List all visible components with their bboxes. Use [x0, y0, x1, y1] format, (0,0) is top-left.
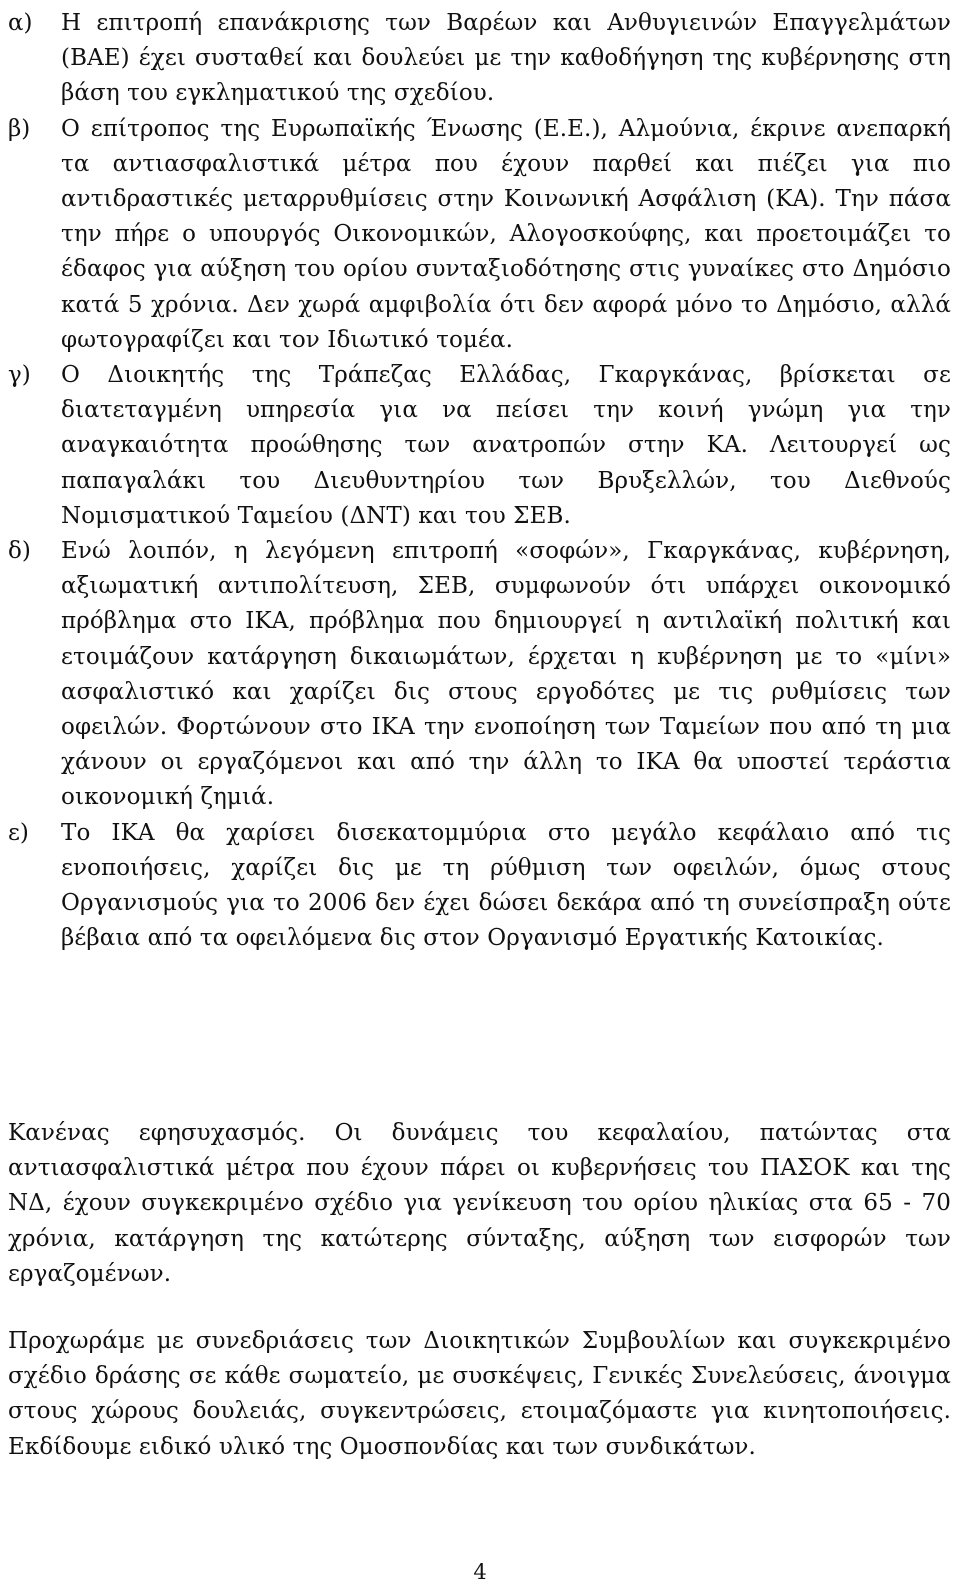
page-number: 4: [473, 1560, 487, 1584]
list-item-text: Το ΙΚΑ θα χαρίσει δισεκατομμύρια στο μεγάλο κεφάλαιο από τις ενοποιήσεις, χαρίζει δις με τη ρύθμιση των οφειλών, όμως στους Οργανισμούς για το 2006 δεν έχει δώσει δεκάρα από τη συνείσπραξη ούτε βέβαια από τα οφειλόμενα δις στον Οργανισμό Εργατικής Κατοικίας.: [61, 819, 951, 952]
list-item-text: Η επιτροπή επανάκρισης των Βαρέων και Ανθυγιεινών Επαγγελμάτων (ΒΑΕ) έχει συσταθεί και δουλεύει με την καθοδήγηση της κυβέρνησης στη βάση του εγκληματικού της σχεδίου.: [61, 10, 951, 107]
paragraph-action: Προχωράμε με συνεδριάσεις των Διοικητικών Συμβουλίων και συγκεκριμένο σχέδιο δράσης σε κάθε σωματείο, με συσκέψεις, Γενικές Συνελεύσεις, άνοιγμα στους χώρους δουλειάς, συγκεντρώσεις, ετοιμαζόμαστε για κινητοποιήσεις. Εκδίδουμε ειδικό υλικό της Ομοσπονδίας και των συνδικάτων.: [8, 1328, 951, 1460]
list-item-alpha: [8, 6, 951, 112]
list-item-text: Ο Διοικητής της Τράπεζας Ελλάδας, Γκαργκάνας, βρίσκεται σε διατεταγμένη υπηρεσία για να πείσει την κοινή γνώμη για την αναγκαιότητα προώθησης των ανατροπών στην ΚΑ. Λειτουργεί ως παπαγαλάκι του Διευθυντηρίου των Βρυξελλών, του Διεθνούς Νομισματικού Ταμείου (ΔΝΤ) και του ΣΕΒ.: [61, 362, 951, 529]
list-item-gamma: [8, 358, 951, 534]
list-marker: α): [8, 10, 33, 36]
list-item-epsilon: [8, 816, 951, 957]
list-item-text: Ενώ λοιπόν, η λεγόμενη επιτροπή «σοφών», Γκαργκάνας, κυβέρνηση, αξιωματική αντιπολίτευση, ΣΕΒ, συμφωνούν ότι υπάρχει οικονομικό πρόβλημα στο ΙΚΑ, πρόβλημα που δημιουργεί η αντιλαϊκή πολιτική και ετοιμάζουν κατάργηση δικαιωμάτων, έρχεται η κυβέρνηση με το «μίνι» ασφαλιστικό και χαρίζει δις στους εργοδότες με τις ρυθμίσεις των οφειλών. Φορτώνουν στο ΙΚΑ την ενοποίηση των Ταμείων που από τη μια χάνουν οι εργαζόμενοι και από την άλλη το ΙΚΑ θα υποστεί τεράστια οικονομική ζημιά.: [61, 538, 951, 811]
list-marker: β): [8, 115, 31, 142]
list-item-beta: [8, 112, 951, 358]
list-item-text: Ο επίτροπος της Ευρωπαϊκής Ένωσης (Ε.Ε.), Αλμούνια, έκρινε ανεπαρκή τα αντιασφαλιστικά μέτρα που έχουν παρθεί και πιέζει για πιο αντιδραστικές μεταρρυθμίσεις στην Κοινωνική Ασφάλιση (ΚΑ). Την πάσα την πήρε ο υπουργός Οικονομικών, Αλογοσκούφης, και προετοιμάζει το έδαφος για αύξηση του ορίου συνταξιοδότησης στις γυναίκες στο Δημόσιο κατά 5 χρόνια. Δεν χωρά αμφιβολία ότι δεν αφορά μόνο το Δημόσιο, αλλά φωτογραφίζει και τον Ιδιωτικό τομέα.: [61, 115, 951, 353]
list-marker: ε): [8, 819, 29, 846]
list-item-delta: [8, 534, 951, 816]
lettered-list: [8, 6, 951, 956]
list-marker: γ): [8, 362, 31, 389]
paragraph-calm: Κανένας εφησυχασμός. Οι δυνάμεις του κεφαλαίου, πατώντας στα αντιασφαλιστικά μέτρα που έχουν πάρει οι κυβερνήσεις του ΠΑΣΟΚ και της ΝΔ, έχουν συγκεκριμένο σχέδιο για γενίκευση του ορίου ηλικίας στα 65 - 70 χρόνια, κατάργηση της κατώτερης σύνταξης, αύξηση των εισφορών των εργαζομένων.: [8, 1120, 951, 1287]
list-marker: δ): [8, 538, 31, 565]
